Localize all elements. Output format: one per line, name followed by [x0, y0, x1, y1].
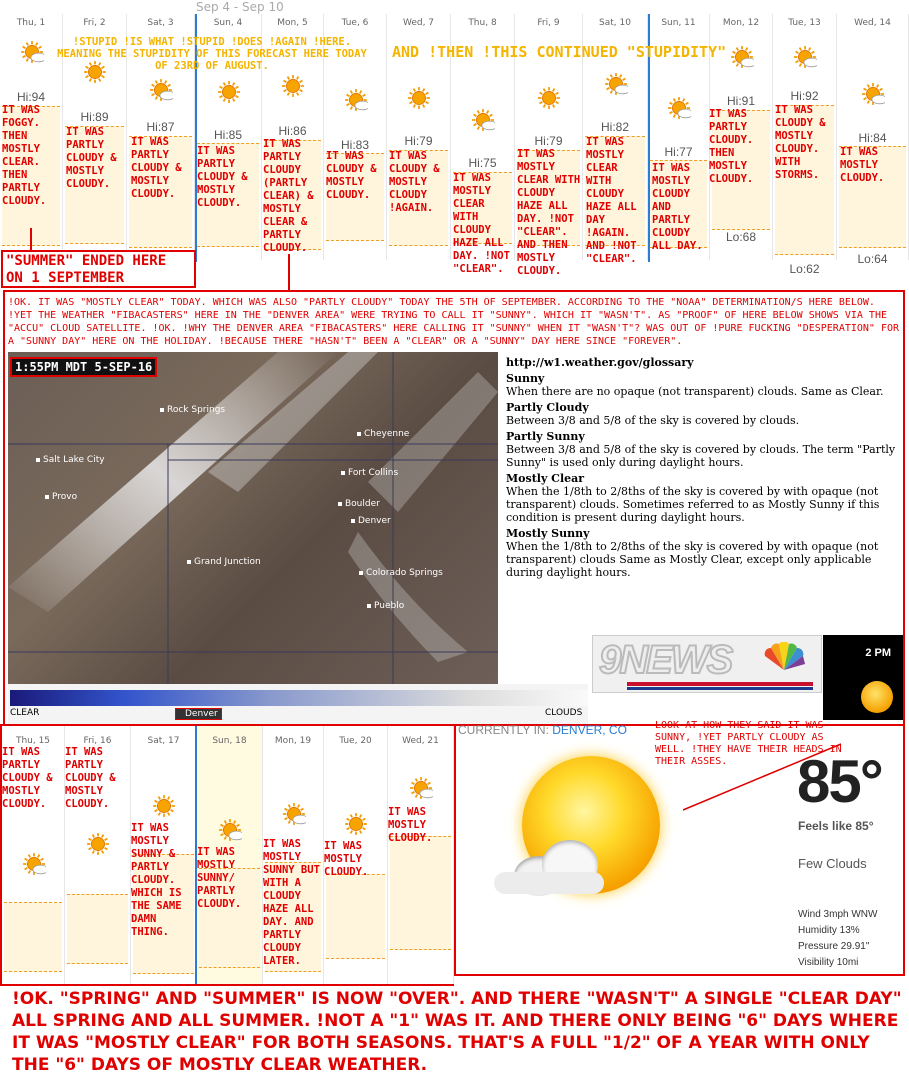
pressure: Pressure 29.91" [798, 941, 870, 952]
day-label: Thu, 8 [468, 18, 497, 28]
hi-temp: Hi:92 [790, 89, 819, 103]
cloud-icon [494, 838, 614, 898]
news-stripe [627, 682, 813, 686]
day-label: Mon, 12 [722, 18, 760, 28]
glossary-url[interactable]: http://w1.weather.gov/glossary [506, 356, 694, 369]
day-annotation: IT WAS PARTLY CLOUDY & MOSTLY CLOUDY. [65, 746, 116, 810]
glossary-definition: When the 1/8th to 2/8ths of the sky is covered by with opaque (not transparent) clouds. Sometimes referred to as Mostly Sunny if this condition is present during daylight hours. [506, 485, 880, 524]
day-label: Sun, 11 [661, 18, 696, 28]
partly-cloudy-icon [667, 96, 689, 118]
news-logo-panel [592, 635, 822, 693]
day-label: Wed, 14 [854, 18, 891, 28]
day-annotation: IT WAS MOSTLY CLOUDY. [324, 840, 369, 878]
partly-cloudy-icon [409, 776, 431, 798]
glossary-definition: When the 1/8th to 2/8ths of the sky is covered by with opaque (not transparent) clouds Same as Mostly Clear, except only applicable during daylight hours. [506, 540, 879, 579]
glossary-term: Sunny [506, 372, 545, 385]
hi-temp: Hi:89 [80, 110, 109, 124]
hi-temp: Hi:75 [468, 156, 497, 170]
visibility: Visibility 10mi [798, 957, 859, 968]
lo-temp: Lo:68 [725, 230, 757, 244]
main-note: !OK. IT WAS "MOSTLY CLEAR" TODAY. WHICH WAS ALSO "PARTLY CLOUDY" TODAY THE 5TH OF SEPTEMBER. ACCORDING TO THE "NOAA" DETERMINATION/S HERE BELOW. !YET THE WEATHER "FIBACASTERS" HERE IN THE "DENVER AREA" WERE TRYING TO CALL IT "SUNNY". WHICH IT "WASN'T". AS "PROOF" OF HERE BELOW SHOWS VIA THE "ACCU" CLOUD SATELLITE. !OK. !WHY THE DENVER AREA "FIBACASTERS" HERE CALLING IT "SUNNY" WHEN IT "WASN'T"? WAS OUT OF !PURE FUCKING "DESPERATION" FOR A "SUNNY DAY" HERE ON THE HOLIDAY. !BECAUSE THERE "HASN'T" BEEN A "CLEAR" OR A "SUNNY" DAY HERE SINCE "FOREVER". [8, 297, 900, 347]
forecast-day-column[interactable] [388, 726, 454, 984]
hourly-panel [823, 635, 903, 720]
hi-temp: Hi:86 [278, 124, 307, 138]
temp-bar [4, 902, 62, 972]
day-label: Thu, 15 [15, 736, 51, 746]
temp-bar [326, 874, 385, 959]
legend-city [175, 708, 222, 720]
currently-in [458, 723, 627, 737]
day-annotation: IT WAS PARTLY CLOUDY & MOSTLY CLOUDY. [2, 746, 53, 810]
day-annotation: IT WAS FOGGY. THEN MOSTLY CLEAR. THEN PARTLY CLOUDY. [2, 104, 47, 207]
glossary-term: Mostly Clear [506, 472, 585, 485]
hi-temp: Hi:79 [404, 134, 433, 148]
day-annotation: IT WAS MOSTLY CLOUDY. [840, 146, 885, 184]
day-label: Wed, 7 [402, 18, 435, 28]
day-label: Sat, 10 [599, 18, 631, 28]
feels-like: Feels like 85° [798, 819, 874, 833]
sun-icon [281, 74, 303, 96]
day-label: Sat, 17 [147, 736, 180, 746]
day-label: Sun, 4 [213, 18, 243, 28]
day-label: Fri, 16 [83, 736, 112, 746]
currently-label: CURRENTLY IN: [458, 723, 549, 737]
currently-city[interactable]: DENVER, CO [552, 723, 627, 737]
day-annotation: IT WAS MOSTLY CLOUDY AND PARTLY CLOUDY ALL DAY. [652, 162, 703, 252]
day-label: Mon, 5 [277, 18, 308, 28]
day-label: Tue, 6 [341, 18, 369, 28]
sun-icon [861, 681, 893, 713]
sun-icon [217, 80, 239, 102]
partly-cloudy-icon [344, 88, 366, 110]
day-label: Sun, 18 [212, 736, 247, 746]
day-annotation: IT WAS MOSTLY SUNNY & PARTLY CLOUDY. WHICH IS THE SAME DAMN THING. [131, 822, 182, 938]
day-label: Tue, 20 [339, 736, 372, 746]
satellite-svg [8, 352, 498, 684]
city-label: Rock Springs [160, 405, 225, 415]
glossary [506, 356, 898, 579]
temp-bar [390, 836, 451, 950]
humidity: Humidity 13% [798, 925, 860, 936]
hi-temp: Hi:94 [16, 90, 45, 104]
current-comment: LOOK AT HOW THEY SAID IT WAS SUNNY, !YET PARTLY CLOUDY AS WELL. !THEY HAVE THEIR HEADS IN THEIR ASSES. [655, 720, 842, 767]
forecast-day-column[interactable] [837, 14, 909, 266]
hi-temp: Hi:82 [600, 120, 629, 134]
sun-icon [537, 86, 559, 108]
day-annotation: IT WAS MOSTLY CLEAR WITH CLOUDY HAZE ALL DAY !AGAIN. AND !NOT "CLEAR". [586, 136, 637, 265]
pointer-line [288, 254, 290, 290]
glossary-term: Partly Sunny [506, 430, 585, 443]
news-stripe [627, 687, 813, 690]
current-temp: 85° [797, 748, 882, 815]
city-label: Pueblo [367, 601, 404, 611]
news-logo: 9NEWS [599, 638, 732, 682]
day-annotation: IT WAS MOSTLY CLOUDY. [388, 806, 433, 844]
city-label: Boulder [338, 499, 380, 509]
big-sun-cloud-icon [484, 738, 664, 923]
sun-icon [152, 794, 174, 816]
day-annotation: IT WAS PARTLY CLOUDY & MOSTLY CLOUDY. [197, 145, 248, 209]
forecast-header: Sep 4 - Sep 10 [196, 0, 284, 14]
day-annotation: IT WAS MOSTLY SUNNY/ PARTLY CLOUDY. [197, 846, 242, 910]
partly-cloudy-icon [218, 818, 240, 840]
city-label: Grand Junction [187, 557, 261, 567]
condition: Few Clouds [798, 856, 867, 871]
day-annotation: IT WAS MOSTLY SUNNY BUT WITH A CLOUDY HAZE ALL DAY. AND PARTLY CLOUDY LATER. [263, 838, 320, 967]
partly-cloudy-icon [282, 802, 304, 824]
day-annotation: IT WAS CLOUDY & MOSTLY CLOUDY !AGAIN. [389, 150, 440, 214]
city-label: Provo [45, 492, 77, 502]
bottom-summary: !OK. "SPRING" AND "SUMMER" IS NOW "OVER". AND THERE "WASN'T" A SINGLE "CLEAR DAY" ALL SPRING AND ALL SUMMER. !NOT A "1" WAS IT. AND THERE ONLY BEING "6" DAYS WHERE IT WAS "MOSTLY CLEAR" FOR BOTH SEASONS. THAT'S A FULL "1/2" OF A YEAR WITH ONLY THE "6" DAYS OF MOSTLY CLEAR WEATHER. [12, 989, 902, 1075]
day-label: Thu, 1 [16, 18, 46, 28]
partly-cloudy-icon [471, 108, 493, 130]
city-label: Denver [351, 516, 391, 526]
peacock-icon [761, 642, 807, 670]
summer-ended-note: "SUMMER" ENDED HERE ON 1 SEPTEMBER [1, 250, 196, 288]
stupid-note-continued: AND !THEN !THIS CONTINUED "STUPIDITY" [392, 43, 727, 61]
stupid-note: !STUPID !IS WHAT !STUPID !DOES !AGAIN !HERE. MEANING THE STUPIDITY OF THIS FORECAST HERE TODAY OF 23RD OF AUGUST. [57, 36, 367, 72]
hi-temp: Hi:87 [146, 120, 175, 134]
city-label: Cheyenne [357, 429, 409, 439]
glossary-term: Mostly Sunny [506, 527, 590, 540]
cloud-band [368, 372, 498, 512]
day-annotation: IT WAS MOSTLY CLEAR WITH CLOUDY HAZE ALL DAY. !NOT "CLEAR". [453, 172, 510, 275]
glossary-entries [506, 372, 898, 579]
day-annotation: IT WAS PARTLY CLOUDY & MOSTLY CLOUDY. [66, 126, 117, 190]
partly-cloudy-icon [604, 72, 626, 94]
cloud-band [8, 352, 338, 612]
satellite-map [8, 352, 498, 684]
hi-temp: Hi:84 [858, 131, 887, 145]
day-label: Sat, 3 [147, 18, 174, 28]
temp-bar [67, 894, 128, 964]
glossary-definition: When there are no opaque (not transparent) clouds. Same as Clear. [506, 385, 884, 398]
legend-clear: CLEAR [10, 708, 40, 718]
day-label: Wed, 21 [402, 736, 439, 746]
day-label: Tue, 13 [788, 18, 821, 28]
sun-icon [344, 812, 366, 834]
glossary-definition: Between 3/8 and 5/8 of the sky is covered by clouds. The term "Partly Sunny" is used only during daylight hours. [506, 443, 896, 469]
city-label: Salt Lake City [36, 455, 105, 465]
day-annotation: IT WAS PARTLY CLOUDY & MOSTLY CLOUDY. [131, 136, 182, 200]
hi-temp: Hi:79 [534, 134, 563, 148]
day-annotation: IT WAS CLOUDY & MOSTLY CLOUDY. [326, 150, 377, 201]
day-label: Fri, 2 [83, 18, 106, 28]
glossary-term: Partly Cloudy [506, 401, 589, 414]
legend-clouds: CLOUDS [545, 708, 583, 718]
partly-cloudy-icon [22, 852, 44, 874]
hi-temp: Hi:91 [726, 94, 755, 108]
legend-city-label: Denver [185, 709, 218, 719]
pointer-line [30, 228, 32, 250]
satellite-timestamp: 1:55PM MDT 5-SEP-16 [10, 357, 157, 377]
day-label: Fri, 9 [537, 18, 560, 28]
lo-temp: Lo:64 [857, 252, 888, 266]
city-label: Fort Collins [341, 468, 398, 478]
partly-cloudy-icon [149, 78, 171, 100]
hi-temp: Hi:77 [664, 145, 693, 159]
day-annotation: IT WAS PARTLY CLOUDY. THEN MOSTLY CLOUDY. [709, 108, 754, 185]
day-annotation: IT WAS MOSTLY CLEAR WITH CLOUDY HAZE ALL DAY. !NOT "CLEAR". AND THEN MOSTLY CLOUDY. [517, 148, 581, 277]
hourly-time: 2 PM [865, 647, 891, 659]
city-label: Colorado Springs [359, 568, 443, 578]
wind: Wind 3mph WNW [798, 909, 878, 920]
day-label: Mon, 19 [274, 736, 312, 746]
partly-cloudy-icon [861, 82, 883, 104]
hi-temp: Hi:85 [213, 128, 242, 142]
day-annotation: IT WAS PARTLY CLOUDY (PARTLY CLEAR) & MOSTLY CLEAR & PARTLY CLOUDY. [263, 138, 314, 254]
sun-icon [407, 86, 429, 108]
partly-cloudy-icon [20, 40, 42, 62]
lo-temp: Lo:62 [789, 262, 820, 276]
glossary-definition: Between 3/8 and 5/8 of the sky is covered by clouds. [506, 414, 800, 427]
hi-temp: Hi:83 [340, 138, 369, 152]
sun-icon [86, 832, 108, 854]
cloud-band [348, 532, 468, 662]
day-annotation: IT WAS CLOUDY & MOSTLY CLOUDY. WITH STORMS. [775, 104, 826, 181]
legend-gradient [10, 690, 588, 706]
